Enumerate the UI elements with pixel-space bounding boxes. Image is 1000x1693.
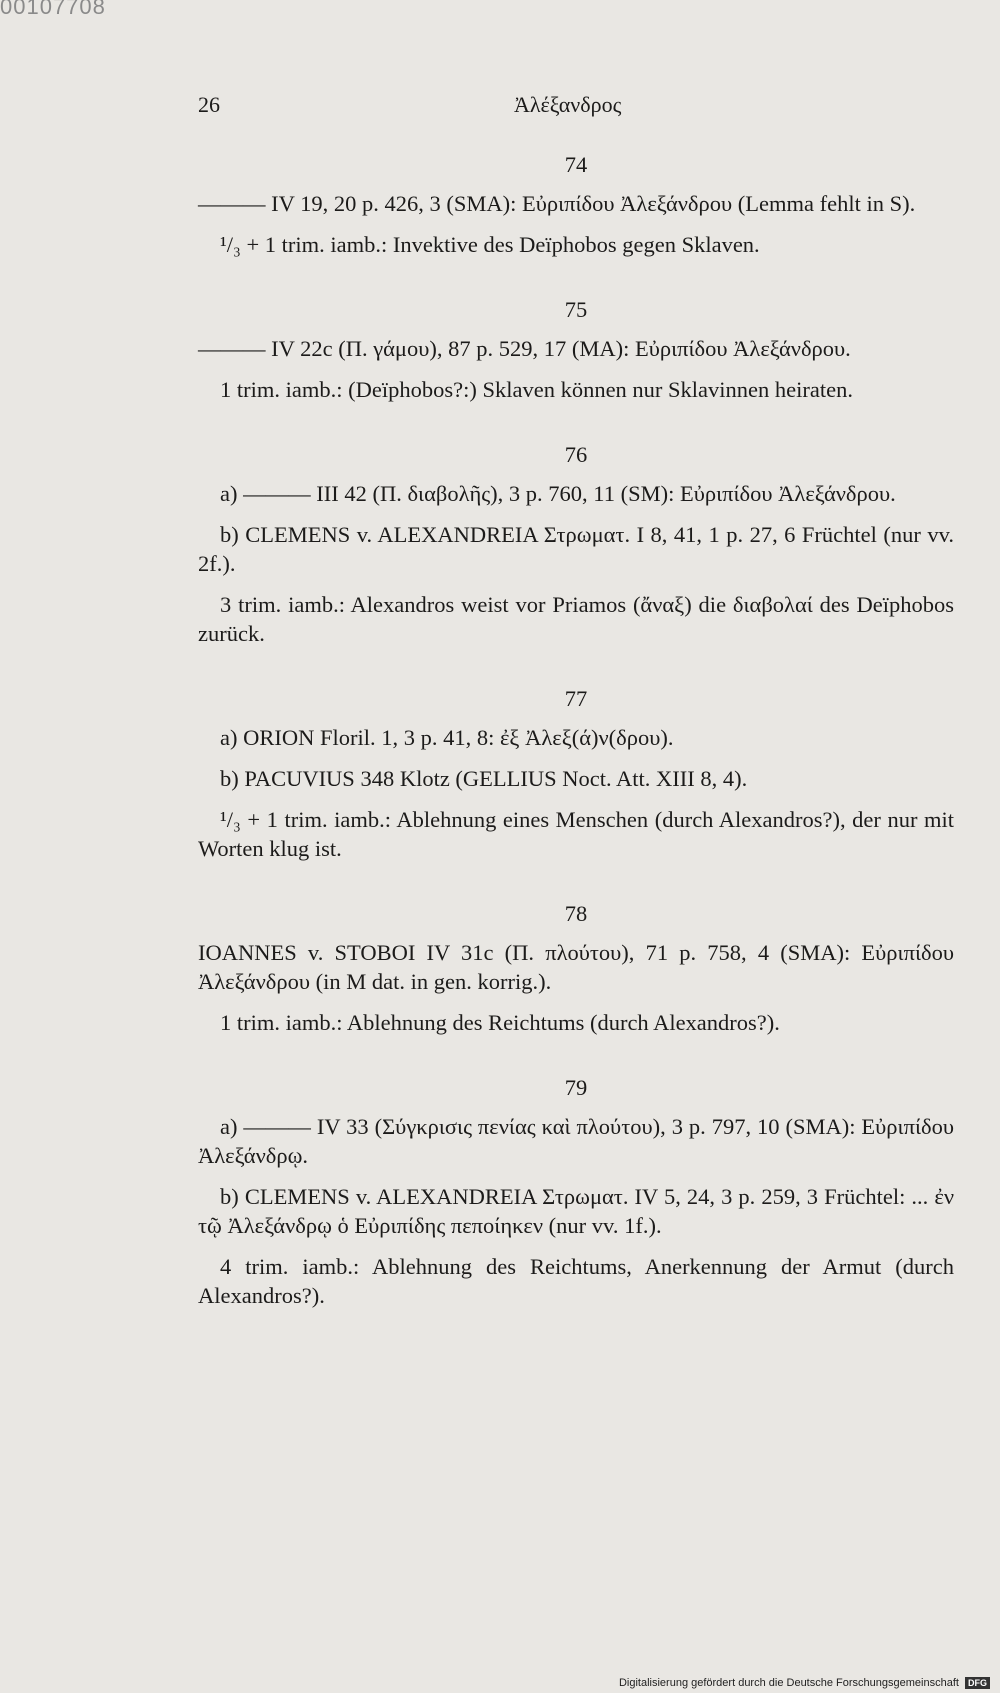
entry-79 xyxy=(198,1073,954,1310)
page-number: 26 xyxy=(198,92,220,117)
entry-number: 78 xyxy=(564,901,588,926)
description-line: 4 trim. iamb.: Ablehnung des Reichtums, Anerkennung der Armut (durch Alexandros?). xyxy=(198,1254,954,1308)
entry-number: 77 xyxy=(564,686,588,711)
entry-76 xyxy=(198,440,954,648)
credit-text: Digitalisierung gefördert durch die Deutsche Forschungsgemeinschaft xyxy=(618,1677,959,1689)
entry-number: 76 xyxy=(564,442,588,467)
running-title: Ἀλέξανδρος xyxy=(514,92,622,117)
entry-number: 74 xyxy=(564,152,588,177)
dfg-logo-icon: DFG xyxy=(965,1677,990,1689)
source-line: b) CLEMENS v. ALEXANDREIA Στρωματ. IV 5, 24, 3 p. 259, 3 Früchtel: ... ἐν τῷ Ἀλεξάνδρῳ ὁ Εὐριπίδης πεποίηκεν (nur vv. 1f.). xyxy=(198,1184,954,1238)
entry-75 xyxy=(198,295,954,404)
source-line: IOANNES v. STOBOI IV 31c (Π. πλούτου), 71 p. 758, 4 (SMA): Εὐριπίδου Ἀλεξάνδρου (in M dat. in gen. korrig.). xyxy=(198,940,954,994)
description-line: 1 trim. iamb.: (Deïphobos?:) Sklaven können nur Sklavinnen heiraten. xyxy=(220,377,853,402)
entry-number: 75 xyxy=(564,297,588,322)
scan-mark: 00107708 xyxy=(0,0,106,19)
description-line: 3 trim. iamb.: Alexandros weist vor Priamos (ἄναξ) die διαβολαί des Deïphobos zurück. xyxy=(198,592,954,646)
source-line: b) PACUVIUS 348 Klotz (GELLIUS Noct. Att. XIII 8, 4). xyxy=(220,766,748,791)
source-line: ——— IV 19, 20 p. 426, 3 (SMA): Εὐριπίδου Ἀλεξάνδρου (Lemma fehlt in S). xyxy=(198,191,916,216)
entry-74 xyxy=(198,150,954,259)
description-line: ¹/₃ + 1 trim. iamb.: Invektive des Deïphobos gegen Sklaven. xyxy=(220,232,760,257)
source-line: ——— IV 22c (Π. γάμου), 87 p. 529, 17 (MA): Εὐριπίδου Ἀλεξάνδρου. xyxy=(198,336,851,361)
page-body xyxy=(198,150,954,1322)
description-line: 1 trim. iamb.: Ablehnung des Reichtums (durch Alexandros?). xyxy=(220,1010,780,1035)
source-line: b) CLEMENS v. ALEXANDREIA Στρωματ. I 8, 41, 1 p. 27, 6 Früchtel (nur vv. 2f.). xyxy=(198,522,954,576)
source-line: a) ——— III 42 (Π. διαβολῆς), 3 p. 760, 11 (SM): Εὐριπίδου Ἀλεξάνδρου. xyxy=(220,481,896,506)
digitization-credit xyxy=(619,1677,990,1689)
source-line: a) ——— IV 33 (Σύγκρισις πενίας καὶ πλούτου), 3 p. 797, 10 (SMA): Εὐριπίδου Ἀλεξάνδρῳ. xyxy=(198,1114,954,1168)
page-header xyxy=(198,92,954,122)
source-line: a) ORION Floril. 1, 3 p. 41, 8: ἐξ Ἀλεξ(ά)ν(δρου). xyxy=(220,725,674,750)
entry-78 xyxy=(198,899,954,1037)
entry-77 xyxy=(198,684,954,863)
entry-number: 79 xyxy=(564,1075,588,1100)
description-line: ¹/₃ + 1 trim. iamb.: Ablehnung eines Menschen (durch Alexandros?), der nur mit Worten klug ist. xyxy=(198,807,954,861)
